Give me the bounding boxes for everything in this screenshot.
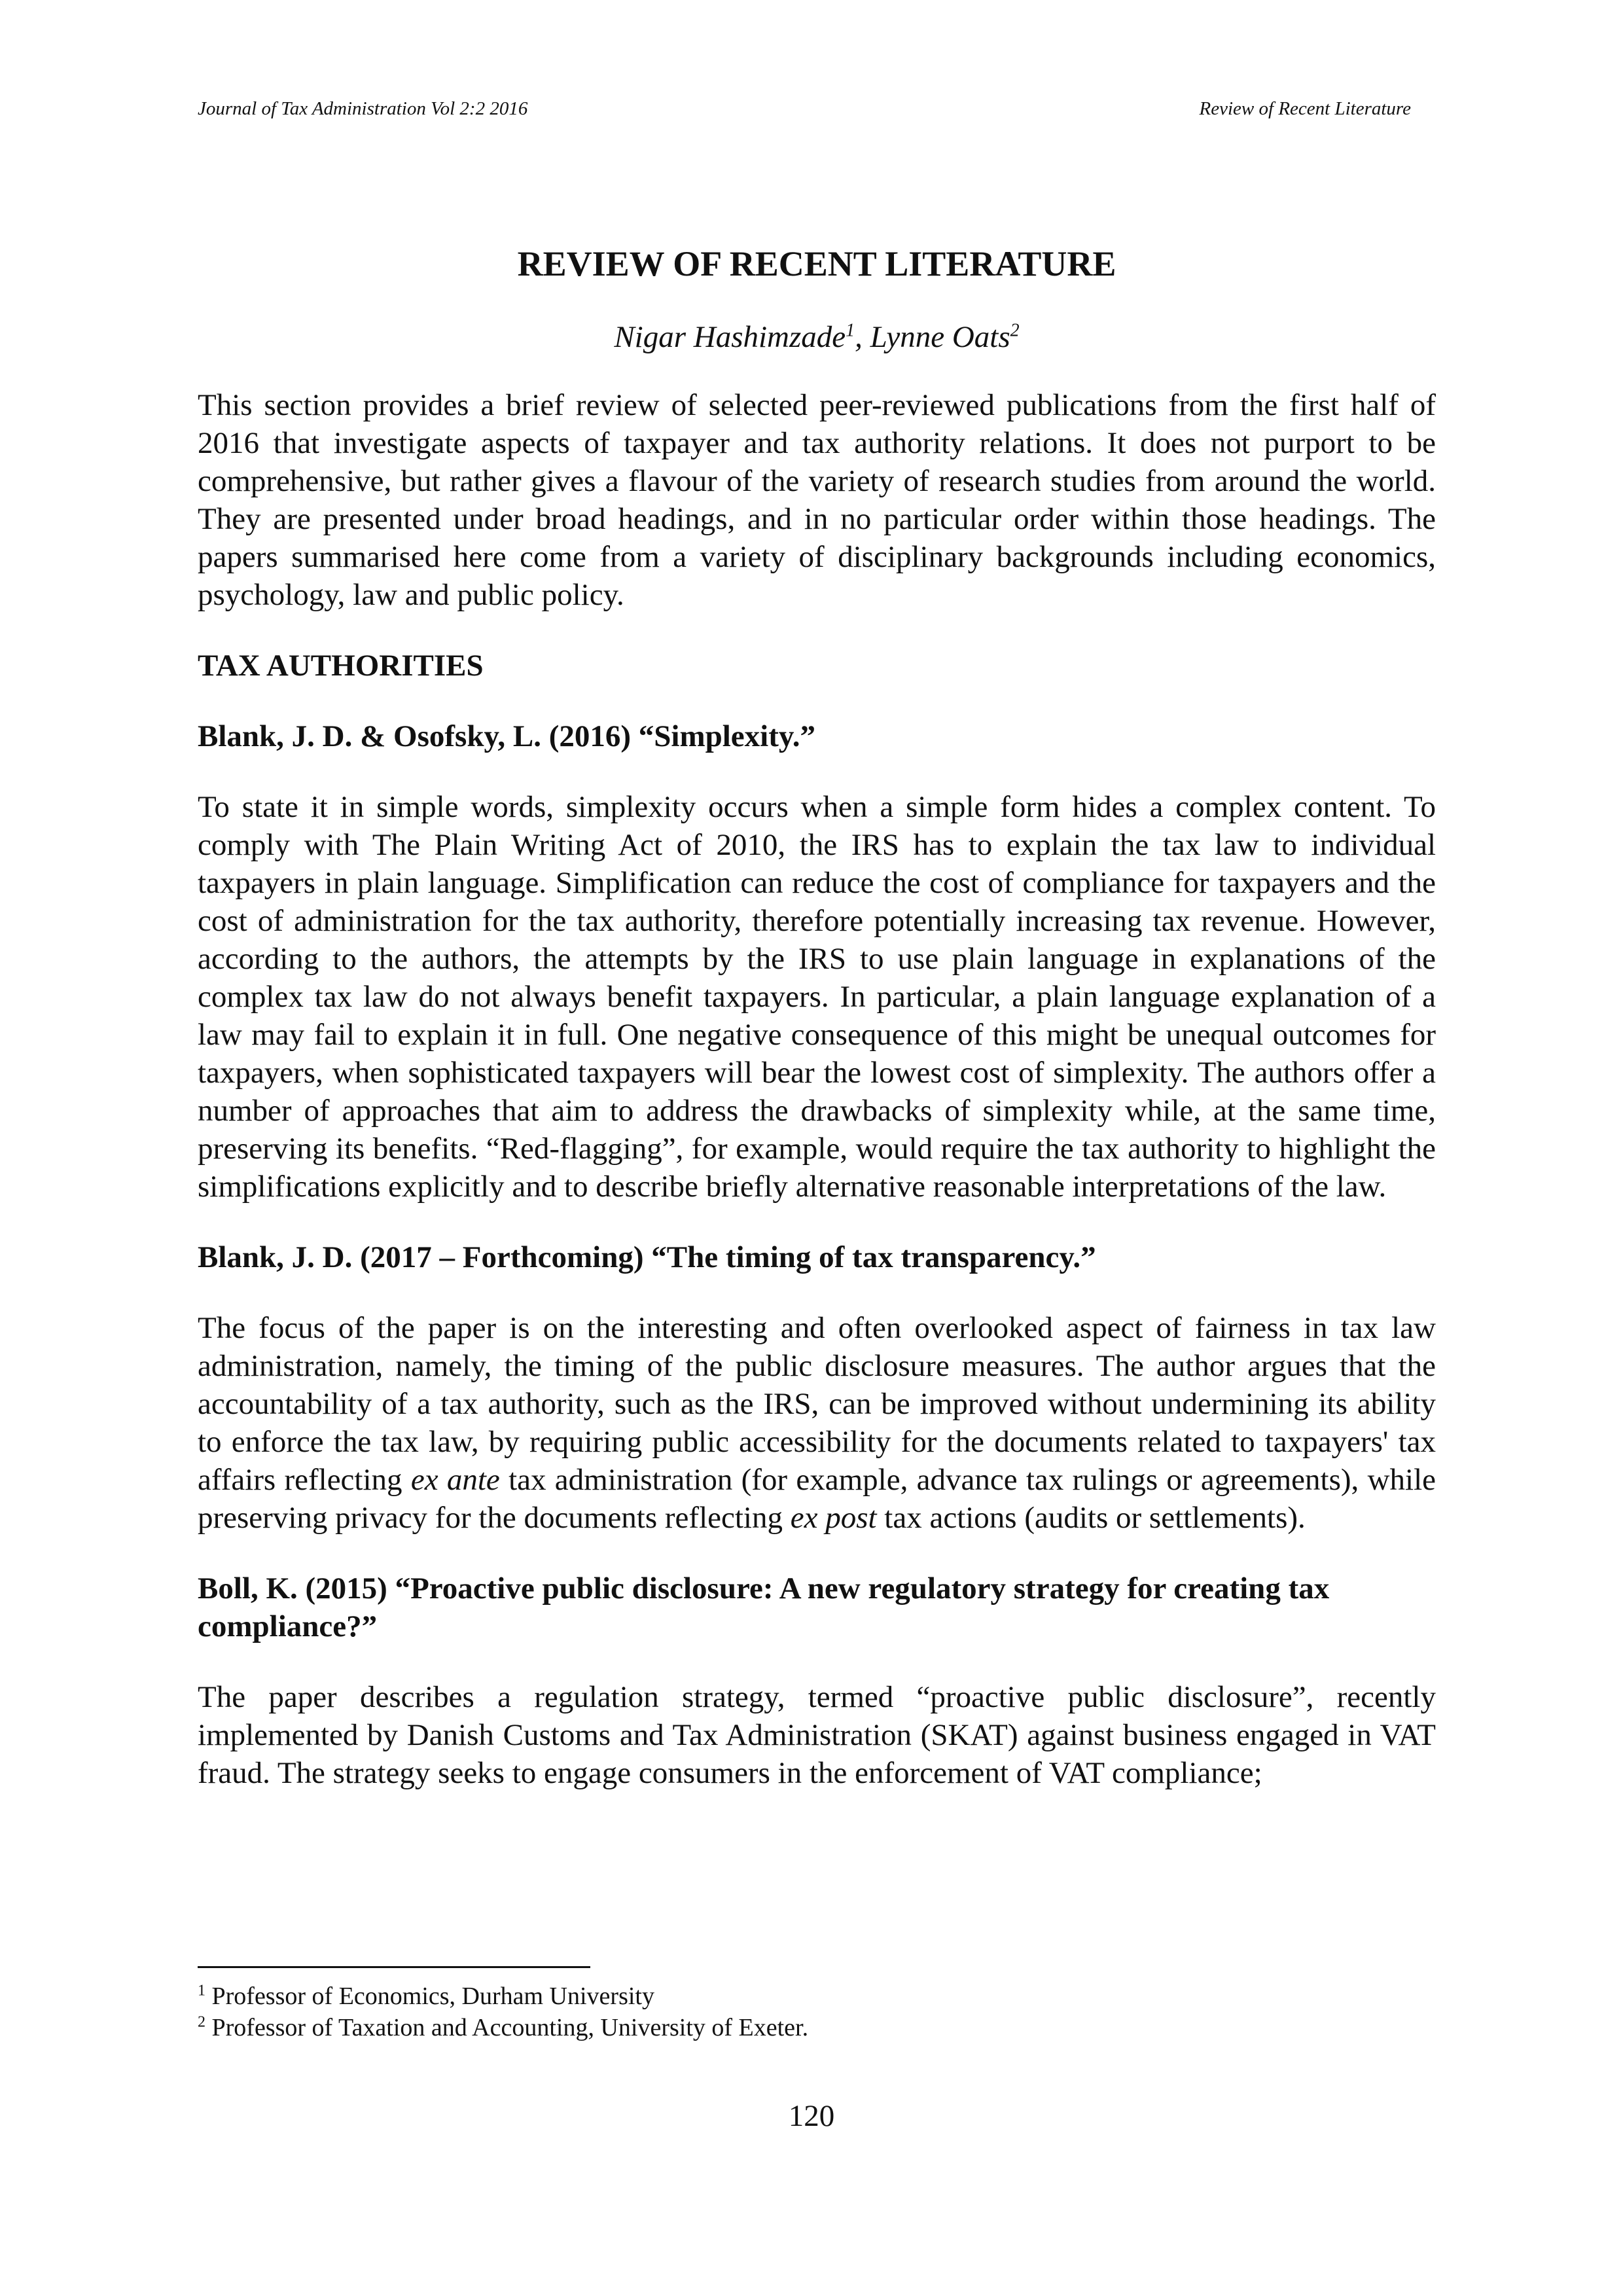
- footnote: [198, 1981, 1436, 2012]
- footnote-text: Professor of Economics, Durham University: [205, 1982, 654, 2010]
- emphasis-text: ex ante: [410, 1463, 500, 1497]
- entry-summary: [198, 1309, 1436, 1537]
- entry-heading: Blank, J. D. (2017 – Forthcoming) “The timing of tax transparency.”: [198, 1240, 1096, 1274]
- section-running-title: Review of Recent Literature: [1199, 98, 1411, 119]
- footnote-marker[interactable]: 1: [846, 320, 855, 341]
- emphasis-text: ex post: [790, 1501, 877, 1535]
- journal-citation: Journal of Tax Administration Vol 2:2 2016: [198, 98, 528, 119]
- footnote-number: 1: [198, 1982, 205, 2000]
- intro-paragraph: This section provides a brief review of selected peer-reviewed publications from the first half of 2016 that investigate aspects of taxpayer and tax authority relations. It does not purport to be comprehensive, but rather gives a flavour of the variety of research studies from around the world. They are presented under broad headings, and in no particular order within those headings. The papers summarised here come from a variety of disciplinary backgrounds including economics, psychology, law and public policy.: [198, 388, 1436, 612]
- entry-summary: To state it in simple words, simplexity occurs when a simple form hides a complex content. To comply with The Plain Writing Act of 2010, the IRS has to explain the tax law to individual taxpayers in plain language. Simplification can reduce the cost of compliance for taxpayers and the cost of administration for the tax authority, therefore potentially increasing tax revenue. However, according to the authors, the attempts by the IRS to use plain language in explanations of the complex tax law do not always benefit taxpayers. In particular, a plain language explanation of a law may fail to explain it in full. One negative consequence of this might be unequal outcomes for taxpayers, when sophisticated taxpayers will bear the lowest cost of simplexity. The authors offer a number of approaches that aim to address the drawbacks of simplexity while, at the same time, preserving its benefits. “Red-flagging”, for example, would require the tax authority to highlight the simplifications explicitly and to describe briefly alternative reasonable interpretations of the law.: [198, 790, 1436, 1204]
- footnote: [198, 2012, 1436, 2043]
- summary-text: tax actions (audits or settlements).: [876, 1501, 1306, 1535]
- footnote-marker[interactable]: 2: [1010, 320, 1020, 341]
- summary-text: tax administration (for example, advance tax rulings or agreements), while preserving privacy for the documents reflecting: [198, 1463, 1436, 1535]
- entry-heading: Boll, K. (2015) “Proactive public disclosure: A new regulatory strategy for creating tax compliance?”: [198, 1571, 1330, 1643]
- page-number: 120: [788, 2099, 835, 2133]
- author-separator: ,: [855, 320, 870, 354]
- author-name: Nigar Hashimzade: [614, 320, 846, 354]
- running-header: [198, 97, 1411, 120]
- summary-text: The focus of the paper is on the interesting and often overlooked aspect of fairness in tax law administration, namely, the timing of the public disclosure measures. The author argues that the accountability of a tax authority, such as the IRS, can be improved without undermining its ability to enforce the tax law, by requiring public accessibility for the documents related to taxpayers' tax affairs reflecting: [198, 1311, 1436, 1497]
- footnote-divider: [198, 1966, 590, 1968]
- entry-summary: The paper describes a regulation strategy, termed “proactive public disclosure”, recently implemented by Danish Customs and Tax Administration (SKAT) against business engaged in VAT fraud. The strategy seeks to engage consumers in the enforcement of VAT compliance;: [198, 1680, 1436, 1790]
- footnotes: [198, 1981, 1436, 2043]
- article-title: REVIEW OF RECENT LITERATURE: [517, 244, 1116, 283]
- article-body: [198, 242, 1436, 1825]
- footnote-number: 2: [198, 2013, 205, 2031]
- entry-heading: Blank, J. D. & Osofsky, L. (2016) “Simplexity.”: [198, 719, 816, 753]
- section-heading: TAX AUTHORITIES: [198, 649, 484, 683]
- footnote-text: Professor of Taxation and Accounting, University of Exeter.: [205, 2014, 809, 2041]
- author-name: Lynne Oats: [870, 320, 1010, 354]
- author-line: [198, 318, 1436, 356]
